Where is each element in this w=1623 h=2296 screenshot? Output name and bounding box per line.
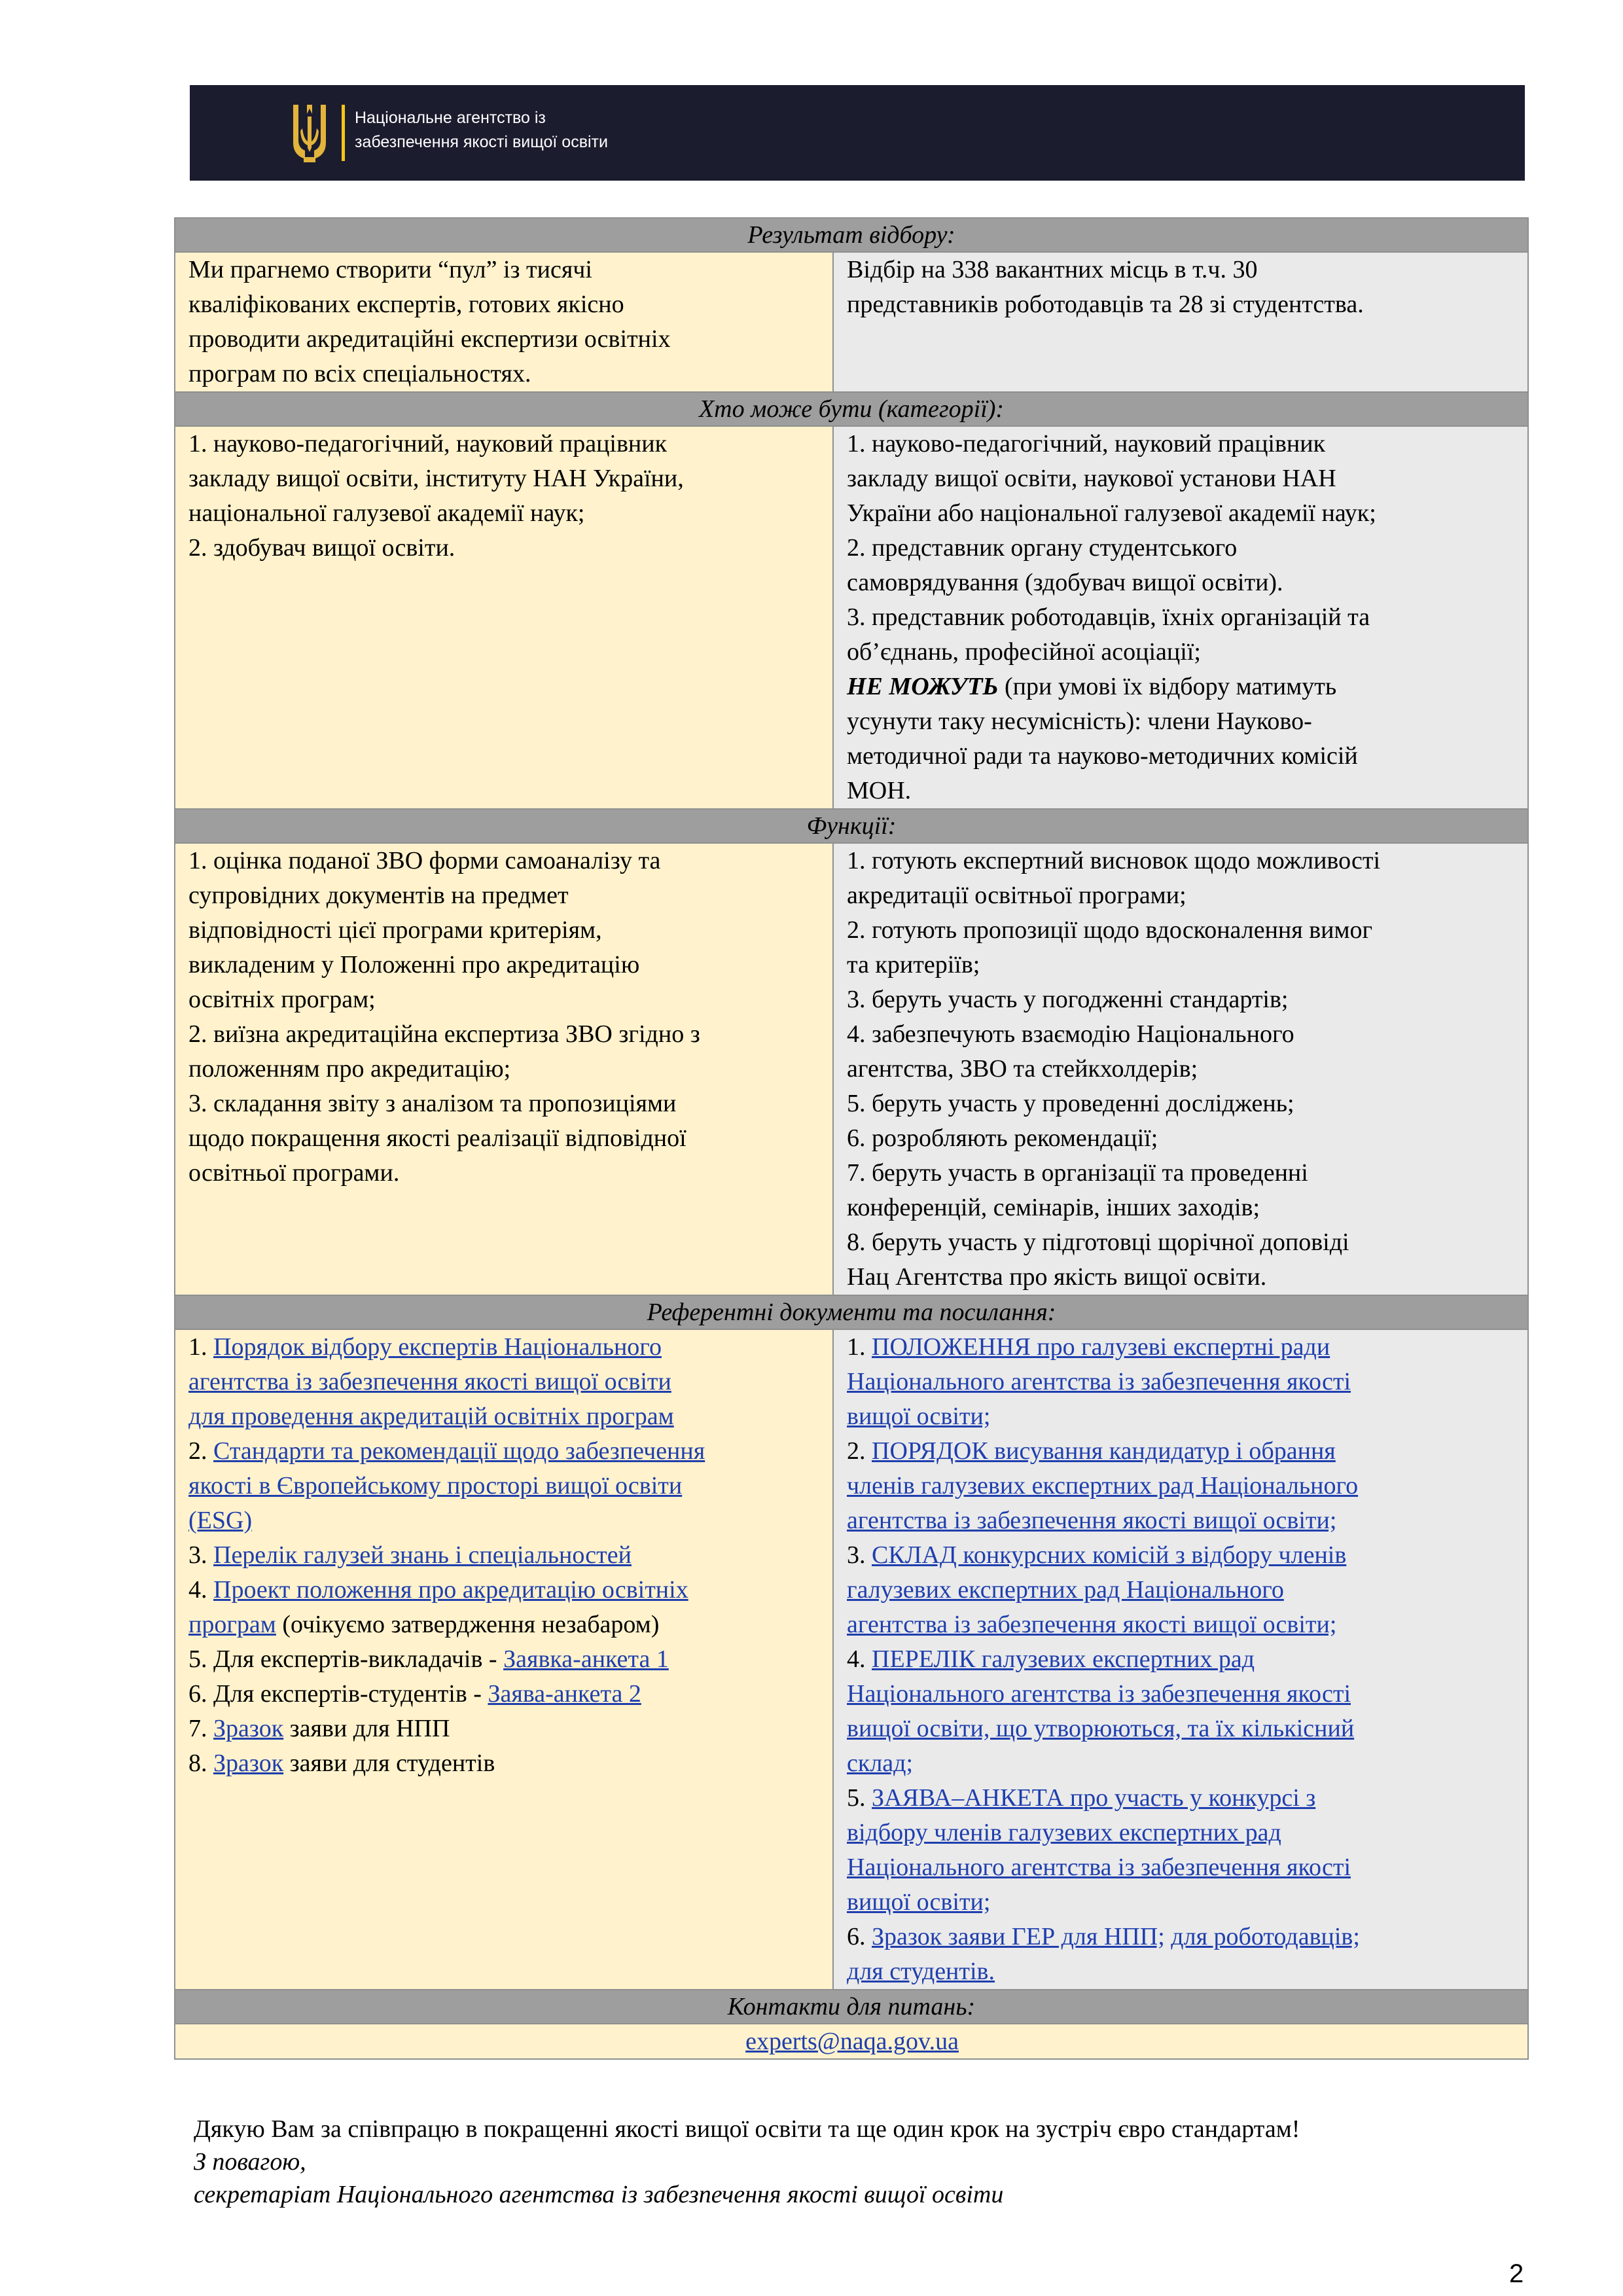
text-line: закладу вищої освіти, інституту НАН України, — [188, 465, 684, 492]
contacts-cell — [175, 2024, 1528, 2059]
link-competition-commissions[interactable]: галузевих експертних рад Національного — [847, 1576, 1284, 1604]
text-line: конференцій, семінарів, інших заходів; — [847, 1194, 1260, 1221]
text-line — [847, 1781, 1516, 1816]
text-line: 2. виїзна акредитаційна експертиза ЗВО згідно з — [188, 1020, 700, 1048]
text-line: положенням про акредитацію; — [188, 1055, 511, 1083]
text-line: об’єднань, професійної асоціації; — [847, 638, 1201, 666]
text-line — [188, 1607, 821, 1642]
link-application-questionnaire[interactable]: відбору членів галузевих експертних рад — [847, 1819, 1281, 1846]
text-fragment: заяви для студентів — [283, 1749, 495, 1777]
org-name-line-2: забезпечення якості вищої освіти — [355, 133, 608, 151]
email-link[interactable]: experts@naqa.gov.ua — [745, 2028, 959, 2055]
text-line: 2. здобувач вищої освіти. — [188, 534, 455, 562]
text-line: програм по всіх спеціальностях. — [188, 360, 531, 387]
link-expert-councils-list[interactable]: Національного агентства із забезпечення якості — [847, 1680, 1351, 1708]
section-row-functions — [175, 843, 1528, 1295]
org-name-line-1: Національне агентство із — [355, 109, 546, 127]
functions-left-cell — [175, 843, 833, 1295]
link-sample-employers[interactable]: для роботодавців; — [1171, 1923, 1360, 1950]
section-title: Референтні документи та посилання: — [175, 1295, 1528, 1329]
text-line: 6. розробляють рекомендації; — [847, 1124, 1158, 1152]
text-line: самоврядування (здобувач вищої освіти). — [847, 569, 1283, 596]
text-line — [188, 1469, 821, 1503]
cannot-label: НЕ МОЖУТЬ — [847, 673, 999, 700]
text-line — [847, 1746, 1516, 1781]
text-line: Ми прагнемо створити “пул” із тисячі — [188, 256, 592, 283]
text-line: 1. науково-педагогічний, науковий працівник — [847, 430, 1326, 457]
text-line — [847, 1850, 1516, 1885]
text-line: кваліфікованих експертів, готових якісно — [188, 291, 624, 318]
references-left-cell — [175, 1329, 833, 1990]
text-line — [847, 1503, 1516, 1538]
section-header-functions — [175, 809, 1528, 843]
text-line: супровідних документів на предмет — [188, 882, 569, 909]
link-competition-commissions[interactable]: агентства із забезпечення якості вищої освіти; — [847, 1611, 1337, 1638]
section-row-result — [175, 252, 1528, 392]
section-row-contacts — [175, 2024, 1528, 2059]
text-line: акредитації освітньої програми; — [847, 882, 1186, 909]
text-line — [188, 1573, 821, 1607]
list-number: 5. — [847, 1784, 872, 1812]
section-header-references — [175, 1295, 1528, 1329]
text-line: щодо покращення якості реалізації відповідної — [188, 1124, 687, 1152]
text-line — [188, 1330, 821, 1365]
section-title: Результат відбору: — [175, 218, 1528, 252]
link-sample-students[interactable]: Зразок — [213, 1749, 284, 1777]
text-line: проводити акредитаційні експертизи освітніх — [188, 325, 671, 353]
list-number: 3. — [847, 1541, 872, 1569]
list-number: 2. — [847, 1437, 872, 1465]
link-accreditation-draft[interactable]: програм — [188, 1611, 276, 1638]
text-line: 3. складання звіту з аналізом та пропозиціями — [188, 1090, 677, 1117]
text-line — [188, 1642, 821, 1677]
link-sample-ger-students[interactable]: для студентів. — [847, 1958, 995, 1985]
text-line — [847, 1642, 1516, 1677]
link-expert-selection-procedure[interactable]: агентства із забезпечення якості вищої освіти — [188, 1368, 671, 1395]
link-application-questionnaire[interactable]: вищої освіти; — [847, 1888, 991, 1916]
text-line: викладеним у Положенні про акредитацію — [188, 951, 640, 978]
text-line — [847, 1677, 1516, 1712]
link-regulation-expert-councils[interactable]: вищої освіти; — [847, 1403, 991, 1430]
text-line: 3. беруть участь у погодженні стандартів; — [847, 986, 1289, 1013]
link-application-form-2[interactable]: Заява-анкета 2 — [488, 1680, 641, 1708]
section-title: Функції: — [175, 809, 1528, 843]
text-line: методичної ради та науково-методичних комісій — [847, 742, 1358, 770]
categories-right-cell — [833, 426, 1528, 809]
text-line: 2. представник органу студентського — [847, 534, 1238, 562]
list-number: 4. — [847, 1645, 872, 1673]
text-line: Нац Агентства про якість вищої освіти. — [847, 1263, 1267, 1291]
link-esg-standards[interactable]: (ESG) — [188, 1507, 253, 1534]
link-expert-councils-list[interactable]: склад; — [847, 1749, 914, 1777]
text-line: 7. беруть участь в організації та проведенні — [847, 1159, 1308, 1187]
text-line: 8. беруть участь у підготовці щорічної доповіді — [847, 1229, 1349, 1256]
text-fragment: 5. Для експертів-викладачів - — [188, 1645, 504, 1673]
text-line — [847, 1434, 1516, 1469]
text-line: 4. забезпечують взаємодію Національного — [847, 1020, 1294, 1048]
text-line: агентства, ЗВО та стейкхолдерів; — [847, 1055, 1198, 1083]
list-number: 3. — [188, 1541, 213, 1569]
list-number: 4. — [188, 1576, 213, 1604]
text-line — [188, 1503, 821, 1538]
link-esg-standards[interactable]: Стандарти та рекомендації щодо забезпечення — [213, 1437, 705, 1465]
list-number: 7. — [188, 1715, 213, 1742]
link-expert-selection-procedure[interactable]: для проведення акредитацій освітніх програм — [188, 1403, 674, 1430]
text-fragment: заяви для НПП — [283, 1715, 450, 1742]
text-line — [847, 1954, 1516, 1989]
functions-right-cell — [833, 843, 1528, 1295]
text-line: 5. беруть участь у проведенні досліджень; — [847, 1090, 1294, 1117]
section-row-categories — [175, 426, 1528, 809]
closing-text — [194, 2113, 1529, 2211]
section-header-categories — [175, 392, 1528, 426]
list-number: 1. — [188, 1333, 213, 1361]
text-line: представників роботодавців та 28 зі студентства. — [847, 291, 1364, 318]
text-line — [847, 1920, 1516, 1954]
text-line: 1. науково-педагогічний, науковий працівник — [188, 430, 668, 457]
section-header-contacts — [175, 1990, 1528, 2024]
link-application-questionnaire[interactable]: ЗАЯВА–АНКЕТА про участь у конкурсі з — [872, 1784, 1316, 1812]
text-line: 1. готують експертний висновок щодо можливості — [847, 847, 1381, 874]
text-line — [847, 1365, 1516, 1399]
link-esg-standards[interactable]: якості в Європейському просторі вищої освіти — [188, 1472, 683, 1499]
link-application-form-1[interactable]: Заявка-анкета 1 — [503, 1645, 669, 1673]
text-line — [847, 1469, 1516, 1503]
text-line — [188, 1712, 821, 1746]
text-line — [847, 1573, 1516, 1607]
text-line — [847, 1399, 1516, 1434]
text-line: України або національної галузевої академії наук; — [847, 499, 1376, 527]
list-number: 6. — [847, 1923, 872, 1950]
link-application-questionnaire[interactable]: Національного агентства із забезпечення якості — [847, 1854, 1351, 1881]
regards-line: З повагою, — [194, 2148, 306, 2176]
text-line: МОН. — [847, 777, 912, 804]
text-line — [847, 1330, 1516, 1365]
link-sample-ger-npp[interactable]: Зразок заяви ГЕР для НПП; — [872, 1923, 1165, 1950]
text-line — [847, 1885, 1516, 1920]
text-line — [188, 1538, 821, 1573]
section-title: Хто може бути (категорії): — [175, 392, 1528, 426]
ukraine-trident-icon — [289, 102, 330, 165]
list-number: 8. — [188, 1749, 213, 1777]
references-right-cell — [833, 1329, 1528, 1990]
link-regulation-expert-councils[interactable]: Національного агентства із забезпечення якості — [847, 1368, 1351, 1395]
text-line: освітньої програми. — [188, 1159, 400, 1187]
text-line — [847, 1712, 1516, 1746]
info-table — [174, 217, 1529, 2060]
text-line: 3. представник роботодавців, їхніх організацій та — [847, 603, 1370, 631]
signature-line: секретаріат Національного агентства із забезпечення якості вищої освіти — [194, 2181, 1004, 2208]
thanks-line: Дякую Вам за співпрацю в покращенні якості вищої освіти та ще один крок на зустріч євро стандартам! — [194, 2115, 1300, 2143]
link-competition-commissions[interactable]: СКЛАД конкурсних комісій з відбору членів — [872, 1541, 1347, 1569]
page-number: 2 — [1509, 2259, 1524, 2288]
organization-name — [355, 106, 608, 154]
text-line — [188, 1677, 821, 1712]
text-line — [188, 1434, 821, 1469]
categories-left-cell — [175, 426, 833, 809]
text-line: та критеріїв; — [847, 951, 980, 978]
link-expert-selection-procedure[interactable]: Порядок відбору експертів Національного — [213, 1333, 662, 1361]
text-line: 1. оцінка поданої ЗВО форми самоаналізу та — [188, 847, 661, 874]
header-banner — [190, 85, 1525, 181]
text-line: освітніх програм; — [188, 986, 376, 1013]
link-regulation-expert-councils[interactable]: ПОЛОЖЕННЯ про галузеві експертні ради — [872, 1333, 1330, 1361]
text-line: відповідності цієї програми критеріям, — [188, 916, 602, 944]
text-line: Відбір на 338 вакантних місць в т.ч. 30 — [847, 256, 1258, 283]
section-title: Контакти для питань: — [175, 1990, 1528, 2024]
result-left-cell — [175, 252, 833, 392]
text-fragment: 6. Для експертів-студентів - — [188, 1680, 488, 1708]
text-line — [847, 1816, 1516, 1850]
list-number: 1. — [847, 1333, 872, 1361]
link-accreditation-draft[interactable]: Проект положення про акредитацію освітніх — [213, 1576, 688, 1604]
link-fields-of-knowledge[interactable]: Перелік галузей знань і спеціальностей — [213, 1541, 632, 1569]
link-sample-npp[interactable]: Зразок — [213, 1715, 284, 1742]
section-row-references — [175, 1329, 1528, 1990]
text-fragment: (при умові їх відбору матимуть — [998, 673, 1337, 700]
list-number: 2. — [188, 1437, 213, 1465]
link-nomination-procedure[interactable]: членів галузевих експертних рад Національного — [847, 1472, 1359, 1499]
text-line — [847, 1538, 1516, 1573]
text-line — [847, 1607, 1516, 1642]
result-right-cell — [833, 252, 1528, 392]
text-line: національної галузевої академії наук; — [188, 499, 585, 527]
text-line — [188, 1365, 821, 1399]
text-fragment: (очікуємо затвердження незабаром) — [276, 1611, 660, 1638]
text-line: закладу вищої освіти, наукової установи НАН — [847, 465, 1336, 492]
text-line: усунути таку несумісність): члени Науково- — [847, 708, 1312, 735]
link-expert-councils-list[interactable]: ПЕРЕЛІК галузевих експертних рад — [872, 1645, 1255, 1673]
text-line — [188, 1746, 821, 1781]
link-expert-councils-list[interactable]: вищої освіти, що утворюються, та їх кількісний — [847, 1715, 1355, 1742]
link-nomination-procedure[interactable]: агентства із забезпечення якості вищої освіти; — [847, 1507, 1337, 1534]
text-line: 2. готують пропозиції щодо вдосконалення вимог — [847, 916, 1373, 944]
text-line — [847, 670, 1516, 704]
link-nomination-procedure[interactable]: ПОРЯДОК висування кандидатур і обрання — [872, 1437, 1336, 1465]
section-header-result — [175, 218, 1528, 252]
header-accent-divider — [342, 105, 345, 161]
text-line — [188, 1399, 821, 1434]
